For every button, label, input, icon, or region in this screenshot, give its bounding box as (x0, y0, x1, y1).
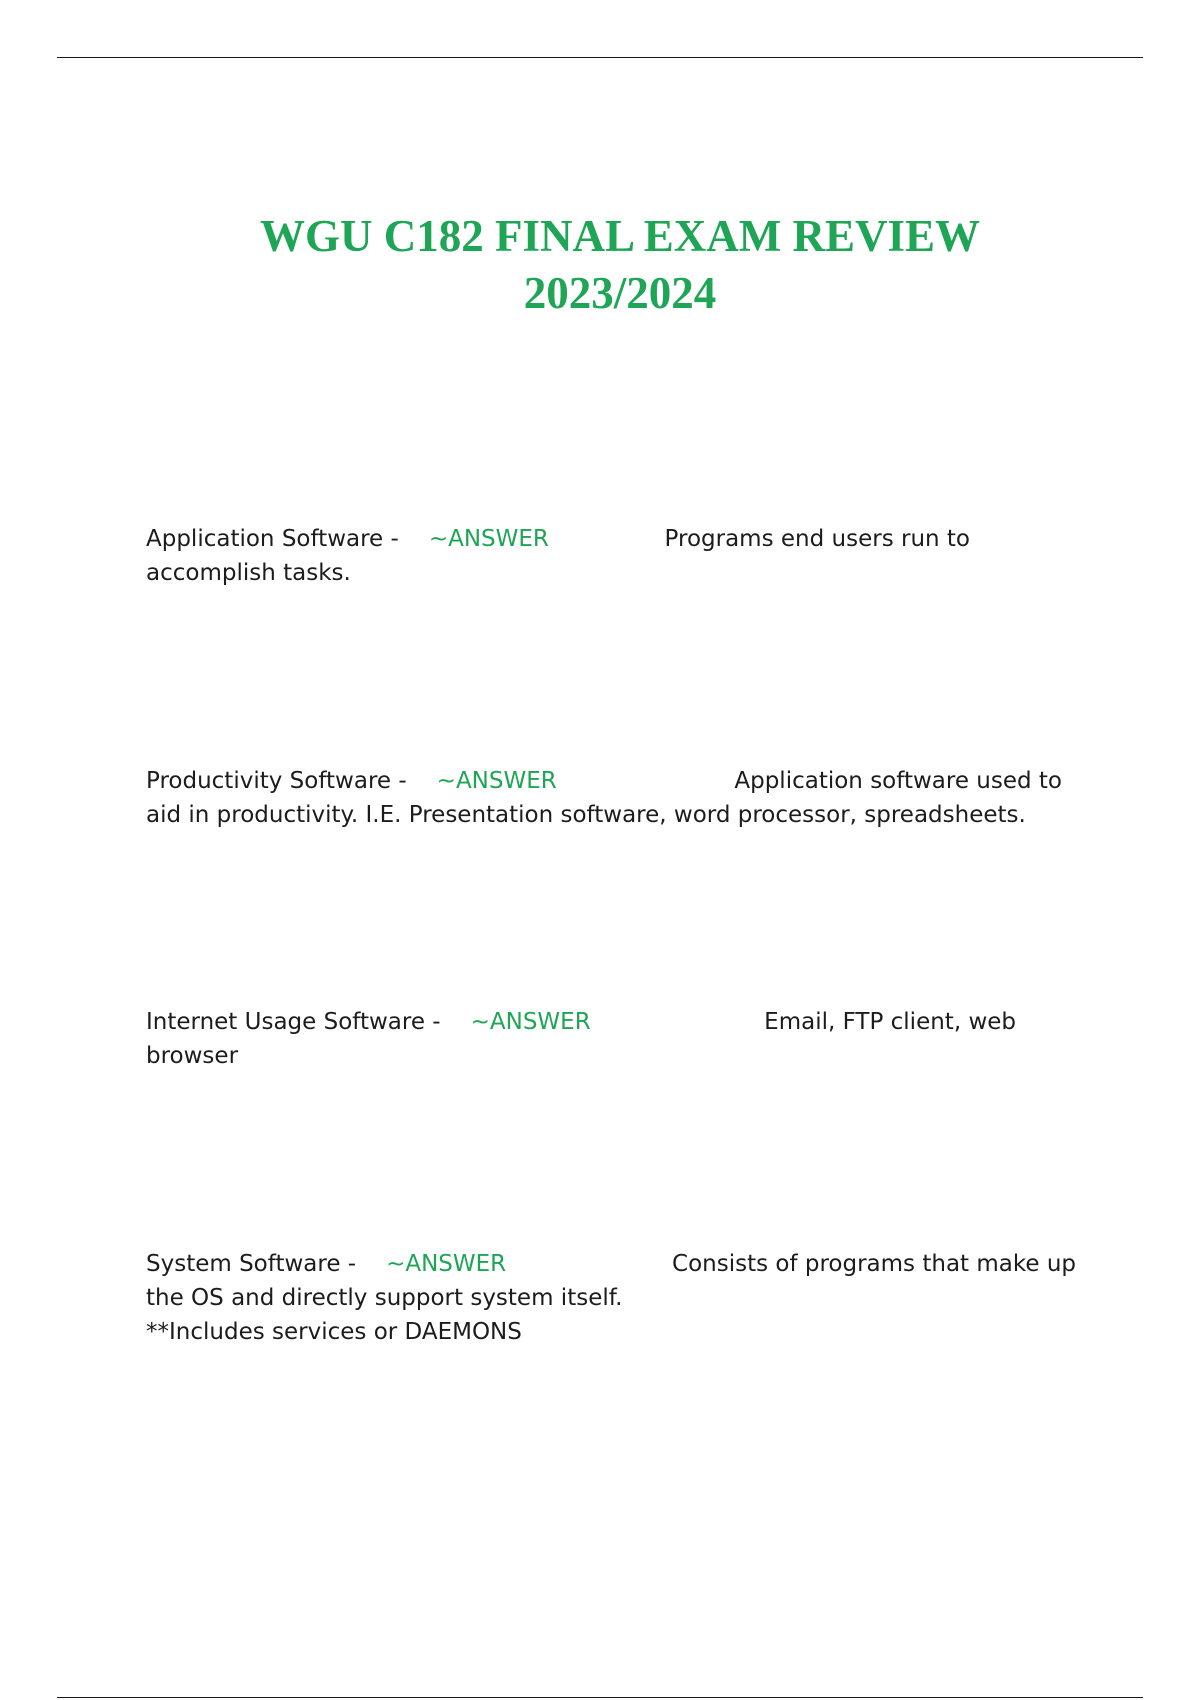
qa-first-line (146, 522, 1086, 556)
qa-item-system-software (146, 1247, 1086, 1349)
qa-item-application-software (146, 522, 1086, 590)
top-rule (57, 57, 1143, 58)
qa-answer-lead: Application software used to (734, 768, 1062, 794)
qa-answer-lead: Programs end users run to (664, 526, 970, 552)
title-line-2: 2023/2024 (523, 268, 717, 318)
qa-answer-continuation: aid in productivity. I.E. Presentation software, word processor, spreadsheets. (146, 802, 1026, 828)
qa-item-internet-usage-software (146, 1005, 1086, 1073)
qa-answer-continuation: the OS and directly support system itself. (146, 1285, 623, 1311)
qa-first-line (146, 1247, 1086, 1281)
qa-term: Internet Usage Software - (146, 1009, 441, 1035)
qa-answer-note: **Includes services or DAEMONS (146, 1319, 522, 1345)
answer-marker: ~ANSWER (436, 768, 557, 794)
answer-marker: ~ANSWER (470, 1009, 591, 1035)
qa-answer-continuation: browser (146, 1043, 239, 1069)
document-title (120, 208, 1120, 322)
title-line-1: WGU C182 FINAL EXAM REVIEW (259, 211, 981, 261)
qa-term: Application Software - (146, 526, 399, 552)
qa-item-productivity-software (146, 764, 1086, 832)
answer-marker: ~ANSWER (386, 1251, 507, 1277)
qa-first-line (146, 1005, 1086, 1039)
qa-answer-lead: Email, FTP client, web (764, 1009, 1016, 1035)
qa-first-line (146, 764, 1086, 798)
qa-term: System Software - (146, 1251, 357, 1277)
qa-answer-continuation: accomplish tasks. (146, 560, 351, 586)
qa-term: Productivity Software - (146, 768, 407, 794)
qa-answer-lead: Consists of programs that make up (672, 1251, 1076, 1277)
answer-marker: ~ANSWER (428, 526, 549, 552)
bottom-rule (57, 1697, 1143, 1698)
